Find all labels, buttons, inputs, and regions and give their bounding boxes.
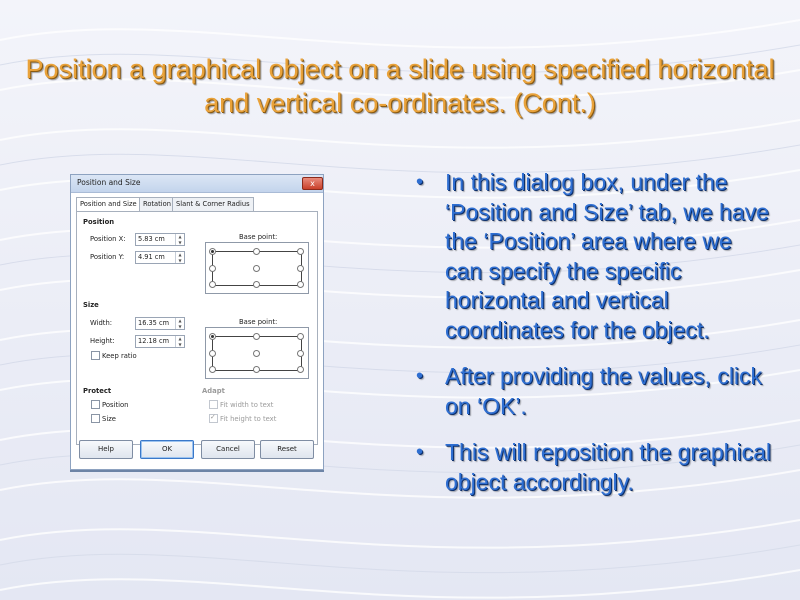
base-point-radio[interactable] [297, 281, 304, 288]
width-field[interactable] [135, 317, 185, 330]
base-point-radio[interactable] [209, 281, 216, 288]
position-base-point-grid [205, 242, 309, 294]
height-label: Height: [90, 337, 115, 345]
adapt-header: Adapt [202, 387, 225, 395]
help-button[interactable]: Help [79, 440, 133, 459]
fit-height-checkbox[interactable] [209, 414, 218, 423]
base-point-radio[interactable] [253, 366, 260, 373]
position-and-size-dialog [70, 174, 324, 470]
protect-size-checkbox[interactable] [91, 414, 100, 423]
base-point-radio[interactable] [253, 333, 260, 340]
spin-arrows-icon[interactable]: ▲ ▼ [175, 336, 184, 347]
bullet-text: In this dialog box, under the ‘Position and Size’ tab, we have the ‘Position’ area where we can specify the specific horizontal and vertical coordinates for the object. [445, 169, 769, 343]
close-icon[interactable]: x [302, 177, 323, 190]
position-x-label: Position X: [90, 235, 126, 243]
tab-slant-corner-radius[interactable]: Slant & Corner Radius [172, 197, 254, 211]
base-point-radio[interactable] [253, 350, 260, 357]
base-point-radio[interactable] [297, 248, 304, 255]
base-point-radio[interactable] [209, 350, 216, 357]
position-header: Position [83, 218, 115, 226]
spin-arrows-icon[interactable]: ▲ ▼ [175, 252, 184, 263]
bullet-text: After providing the values, click on ‘OK’. [445, 363, 763, 419]
base-point-radio[interactable] [253, 265, 260, 272]
bullet-dot-icon: • [416, 171, 424, 193]
spin-arrows-icon[interactable]: ▲ ▼ [175, 318, 184, 329]
base-point-radio[interactable] [297, 366, 304, 373]
size-header: Size [83, 301, 99, 309]
base-point-radio[interactable] [297, 265, 304, 272]
bullet-dot-icon: • [416, 441, 424, 463]
dialog-title: Position and Size [77, 178, 141, 187]
base-point-radio[interactable] [297, 333, 304, 340]
size-base-point-grid [205, 327, 309, 379]
position-x-value: 5.83 cm [138, 235, 165, 243]
fit-height-label: Fit height to text [220, 415, 277, 423]
bullet-item [412, 168, 772, 345]
tab-panel [76, 211, 318, 445]
dialog-titlebar[interactable] [71, 175, 323, 193]
protect-position-label: Position [102, 401, 129, 409]
reset-button[interactable]: Reset [260, 440, 314, 459]
protect-size-label: Size [102, 415, 116, 423]
height-field[interactable] [135, 335, 185, 348]
base-point-radio[interactable] [209, 333, 216, 340]
position-x-field[interactable] [135, 233, 185, 246]
cancel-button[interactable]: Cancel [201, 440, 255, 459]
width-label: Width: [90, 319, 113, 327]
base-point-radio[interactable] [209, 248, 216, 255]
base-point-label: Base point: [239, 318, 278, 326]
position-y-field[interactable] [135, 251, 185, 264]
tab-rotation[interactable]: Rotation [139, 197, 175, 211]
base-point-radio[interactable] [209, 366, 216, 373]
base-point-radio[interactable] [297, 350, 304, 357]
base-point-radio[interactable] [209, 265, 216, 272]
bullet-text: This will reposition the graphical object accordingly. [445, 439, 771, 495]
protect-position-checkbox[interactable] [91, 400, 100, 409]
position-y-label: Position Y: [90, 253, 125, 261]
bullet-dot-icon: • [416, 365, 424, 387]
fit-width-checkbox[interactable] [209, 400, 218, 409]
bullet-list [412, 168, 772, 514]
ok-button[interactable]: OK [140, 440, 194, 459]
slide-title: Position a graphical object on a slide using specified horizontal and vertical co-ordinates. (Cont.) [25, 54, 775, 118]
position-y-value: 4.91 cm [138, 253, 165, 261]
bullet-item [412, 362, 772, 421]
keep-ratio-label: Keep ratio [102, 352, 137, 360]
width-value: 16.35 cm [138, 319, 170, 327]
base-point-radio[interactable] [253, 248, 260, 255]
keep-ratio-checkbox[interactable] [91, 351, 100, 360]
bullet-item [412, 438, 772, 497]
base-point-label: Base point: [239, 233, 278, 241]
fit-width-label: Fit width to text [220, 401, 274, 409]
tab-position-and-size[interactable]: Position and Size [76, 197, 141, 212]
height-value: 12.18 cm [138, 337, 170, 345]
spin-arrows-icon[interactable]: ▲ ▼ [175, 234, 184, 245]
protect-header: Protect [83, 387, 112, 395]
base-point-radio[interactable] [253, 281, 260, 288]
